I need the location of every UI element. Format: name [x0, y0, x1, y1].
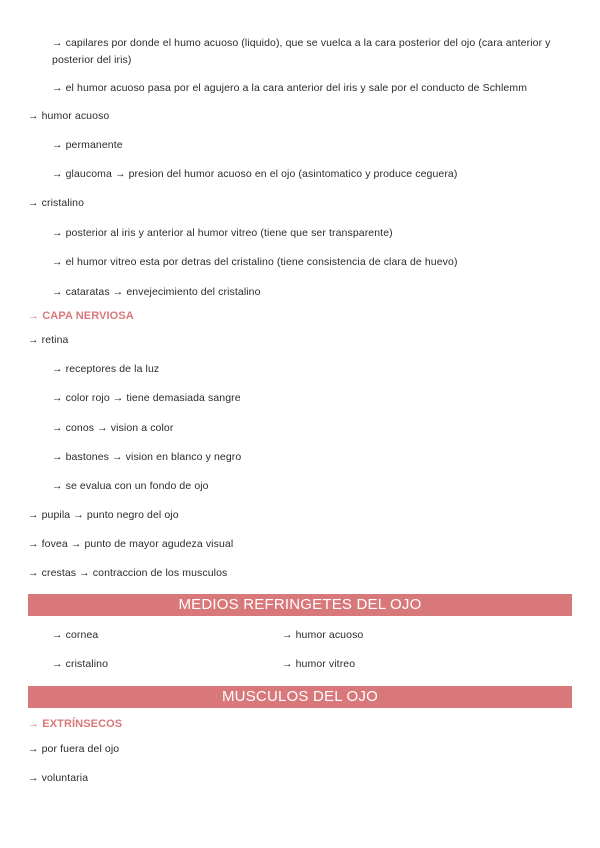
note-humor-acuoso: → humor acuoso: [28, 110, 110, 122]
medios-item-humor-acuoso: → humor acuoso: [282, 629, 364, 641]
note-color-rojo: → color rojo → tiene demasiada sangre: [52, 392, 241, 404]
section-heading-musculos: MUSCULOS DEL OJO: [28, 686, 572, 708]
note-fovea: → fovea → punto de mayor agudeza visual: [28, 538, 234, 550]
note-posterior-iris: → posterior al iris y anterior al humor vitreo (tiene que ser transparente): [52, 227, 393, 239]
note-humor-vitreo-detras: → el humor vitreo esta por detras del cristalino (tiene consistencia de clara de huevo): [52, 256, 458, 268]
note-conos: → conos → vision a color: [52, 422, 174, 434]
medios-item-cristalino: → cristalino: [52, 658, 109, 670]
subheading-capa-nerviosa: → CAPA NERVIOSA: [28, 310, 134, 322]
medios-item-humor-vitreo: → humor vitreo: [282, 658, 356, 670]
subheading-extrinsecos: → EXTRÍNSECOS: [28, 718, 123, 730]
musculos-item-por-fuera: → por fuera del ojo: [28, 743, 120, 755]
note-crestas: → crestas → contraccion de los musculos: [28, 567, 228, 579]
note-cristalino: → cristalino: [28, 197, 85, 209]
note-pupila: → pupila → punto negro del ojo: [28, 509, 179, 521]
musculos-item-voluntaria: → voluntaria: [28, 772, 89, 784]
note-receptores: → receptores de la luz: [52, 363, 160, 375]
medios-item-cornea: → cornea: [52, 629, 99, 641]
note-cataratas: → cataratas → envejecimiento del cristalino: [52, 286, 261, 298]
note-capilares: → capilares por donde el humo acuoso (liquido), que se vuelca a la cara posterior del ojo (cara anterior y posterior del iris): [52, 37, 551, 66]
note-glaucoma: → glaucoma → presion del humor acuoso en el ojo (asintomatico y produce ceguera): [52, 168, 458, 180]
note-bastones: → bastones → vision en blanco y negro: [52, 451, 242, 463]
note-humor-pasa: → el humor acuoso pasa por el agujero a la cara anterior del iris y sale por el conducto de Schlemm: [52, 82, 528, 94]
note-permanente: → permanente: [52, 139, 123, 151]
note-fondo-ojo: → se evalua con un fondo de ojo: [52, 480, 209, 492]
section-heading-medios: MEDIOS REFRINGETES DEL OJO: [28, 594, 572, 616]
note-retina: → retina: [28, 334, 69, 346]
